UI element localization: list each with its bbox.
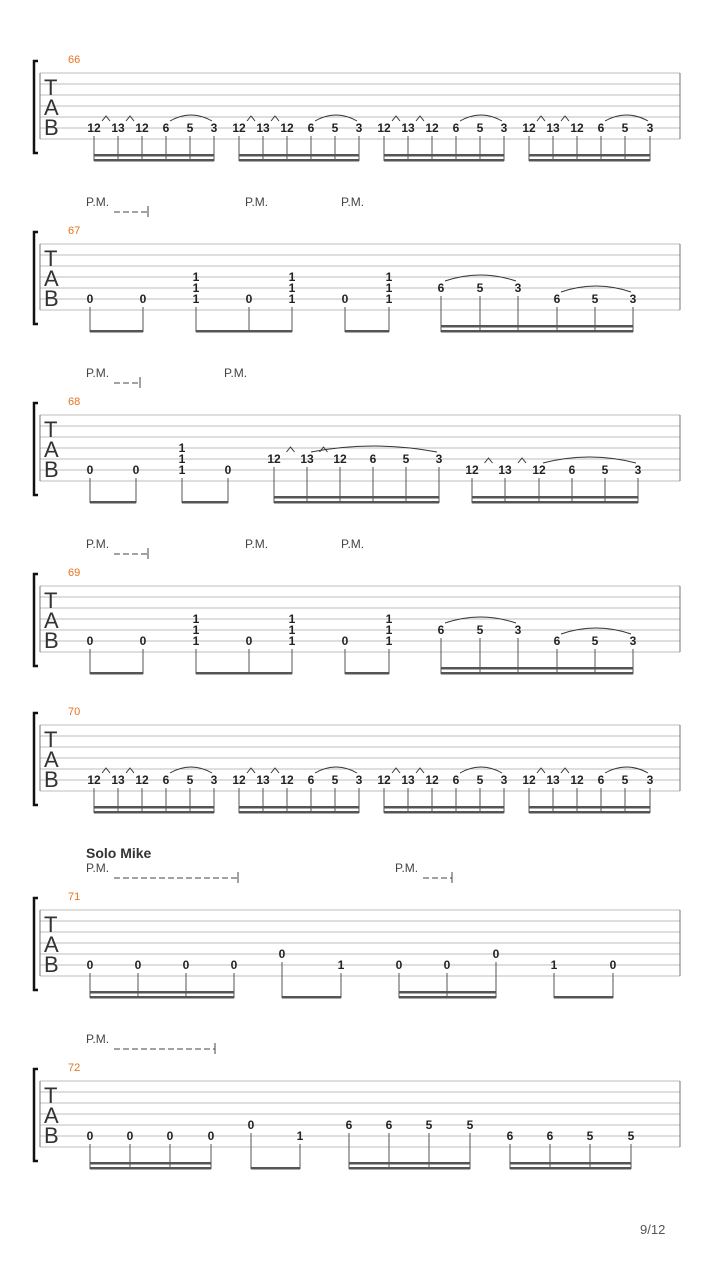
- fret-number: 5: [591, 634, 599, 648]
- fret-number: 1: [385, 270, 393, 284]
- fret-number: 0: [166, 1129, 174, 1143]
- fret-number: 0: [245, 634, 253, 648]
- note-beam: [94, 154, 214, 157]
- fret-number: 1: [385, 281, 393, 295]
- palm-mute-label: P.M.: [86, 537, 110, 551]
- note-beam: [239, 154, 359, 157]
- tab-clef-letter: A: [44, 95, 59, 120]
- note-beam: [282, 996, 341, 999]
- tab-clef-letter: A: [44, 608, 59, 633]
- fret-number: 3: [500, 773, 508, 787]
- note-beam: [90, 672, 143, 675]
- note-beam: [384, 811, 504, 814]
- fret-number: 6: [162, 121, 170, 135]
- fret-number: 5: [186, 121, 194, 135]
- note-beam: [239, 811, 359, 814]
- system-bracket: [34, 574, 38, 666]
- fret-number: 6: [162, 773, 170, 787]
- tab-system-69: [34, 537, 680, 675]
- fret-number: 5: [627, 1129, 635, 1143]
- fret-number: 12: [570, 773, 584, 787]
- fret-number: 5: [476, 623, 484, 637]
- tab-clef-letter: B: [44, 767, 59, 792]
- fret-number: 0: [224, 463, 232, 477]
- note-beam: [529, 811, 650, 814]
- fret-number: 12: [135, 773, 149, 787]
- palm-mute-label: P.M.: [395, 861, 419, 875]
- note-beam: [529, 159, 650, 162]
- fret-number: 0: [86, 634, 94, 648]
- note-beam: [274, 501, 439, 504]
- fret-number: 1: [288, 270, 296, 284]
- note-beam: [472, 501, 638, 504]
- fret-number: 1: [192, 623, 200, 637]
- fret-number: 6: [369, 452, 377, 466]
- fret-number: 12: [135, 121, 149, 135]
- fret-number: 12: [377, 121, 391, 135]
- fret-number: 12: [522, 773, 536, 787]
- slur: [543, 457, 636, 463]
- page-number: 9/12: [640, 1222, 666, 1237]
- fret-number: 5: [476, 281, 484, 295]
- tab-clef-letter: B: [44, 952, 59, 977]
- fret-number: 1: [296, 1129, 304, 1143]
- tab-clef-letter: B: [44, 1123, 59, 1148]
- fret-number: 6: [597, 773, 605, 787]
- tab-clef-letter: A: [44, 747, 59, 772]
- fret-number: 6: [452, 773, 460, 787]
- fret-number: 0: [132, 463, 140, 477]
- fret-number: 1: [178, 441, 186, 455]
- note-beam: [196, 330, 292, 333]
- tab-clef-letter: A: [44, 1103, 59, 1128]
- fret-number: 5: [476, 773, 484, 787]
- note-beam: [399, 996, 496, 999]
- palm-mute-label: P.M.: [86, 366, 110, 380]
- tab-clef-letter: B: [44, 115, 59, 140]
- tab-system-68: [34, 366, 680, 504]
- fret-number: 0: [126, 1129, 134, 1143]
- note-beam: [399, 991, 496, 994]
- fret-number: 5: [466, 1118, 474, 1132]
- note-beam: [472, 496, 638, 499]
- fret-number: 5: [621, 121, 629, 135]
- fret-number: 12: [280, 773, 294, 787]
- fret-number: 13: [256, 773, 270, 787]
- tab-clef-letter: T: [44, 246, 58, 271]
- fret-number: 5: [621, 773, 629, 787]
- palm-mute-label: P.M.: [245, 537, 269, 551]
- fret-number: 1: [288, 634, 296, 648]
- fret-number: 0: [139, 292, 147, 306]
- fret-number: 5: [186, 773, 194, 787]
- fret-number: 12: [425, 773, 439, 787]
- fret-number: 12: [425, 121, 439, 135]
- fret-number: 1: [178, 463, 186, 477]
- fret-number: 0: [139, 634, 147, 648]
- note-beam: [529, 154, 650, 157]
- fret-number: 13: [498, 463, 512, 477]
- fret-number: 1: [192, 281, 200, 295]
- fret-number: 3: [500, 121, 508, 135]
- palm-mute-label: P.M.: [86, 1032, 110, 1046]
- note-beam: [345, 330, 389, 333]
- fret-number: 0: [134, 958, 142, 972]
- palm-mute-label: P.M.: [245, 195, 269, 209]
- note-beam: [441, 325, 633, 328]
- fret-number: 3: [629, 292, 637, 306]
- fret-number: 12: [522, 121, 536, 135]
- fret-number: 0: [492, 947, 500, 961]
- fret-number: 12: [377, 773, 391, 787]
- palm-mute-label: P.M.: [341, 537, 365, 551]
- note-beam: [90, 501, 136, 504]
- note-beam: [94, 159, 214, 162]
- system-bracket: [34, 1069, 38, 1161]
- fret-number: 5: [601, 463, 609, 477]
- note-beam: [94, 811, 214, 814]
- tab-system-66: [34, 54, 680, 162]
- fret-number: 0: [341, 634, 349, 648]
- fret-number: 6: [385, 1118, 393, 1132]
- fret-number: 13: [300, 452, 314, 466]
- fret-number: 13: [111, 773, 125, 787]
- fret-number: 5: [425, 1118, 433, 1132]
- note-beam: [349, 1162, 470, 1165]
- fret-number: 1: [192, 612, 200, 626]
- fret-number: 5: [331, 121, 339, 135]
- fret-number: 3: [210, 773, 218, 787]
- fret-number: 0: [609, 958, 617, 972]
- fret-number: 0: [395, 958, 403, 972]
- fret-number: 12: [280, 121, 294, 135]
- note-beam: [90, 330, 143, 333]
- tab-clef-letter: B: [44, 628, 59, 653]
- fret-number: 1: [385, 634, 393, 648]
- measure-number: 71: [68, 891, 81, 903]
- note-beam: [529, 806, 650, 809]
- note-beam: [182, 501, 228, 504]
- note-beam: [510, 1167, 631, 1170]
- fret-number: 12: [465, 463, 479, 477]
- system-bracket: [34, 61, 38, 153]
- fret-number: 12: [232, 773, 246, 787]
- measure-number: 70: [68, 706, 81, 718]
- fret-number: 1: [337, 958, 345, 972]
- fret-number: 13: [256, 121, 270, 135]
- fret-number: 3: [355, 773, 363, 787]
- fret-number: 6: [553, 292, 561, 306]
- note-beam: [441, 330, 633, 333]
- fret-number: 5: [402, 452, 410, 466]
- fret-number: 1: [550, 958, 558, 972]
- palm-mute-label: P.M.: [341, 195, 365, 209]
- fret-number: 5: [586, 1129, 594, 1143]
- fret-number: 13: [546, 773, 560, 787]
- note-beam: [196, 672, 292, 675]
- palm-mute-label: P.M.: [224, 366, 248, 380]
- tab-clef-letter: T: [44, 588, 58, 613]
- tab-system-67: [34, 195, 680, 333]
- system-bracket: [34, 403, 38, 495]
- fret-number: 6: [597, 121, 605, 135]
- palm-mute-label: P.M.: [86, 195, 110, 209]
- fret-number: 6: [568, 463, 576, 477]
- fret-number: 5: [331, 773, 339, 787]
- fret-number: 5: [476, 121, 484, 135]
- fret-number: 12: [267, 452, 281, 466]
- fret-number: 6: [506, 1129, 514, 1143]
- tab-clef-letter: B: [44, 457, 59, 482]
- measure-number: 69: [68, 567, 81, 579]
- note-beam: [90, 1167, 211, 1170]
- fret-number: 0: [443, 958, 451, 972]
- system-bracket: [34, 898, 38, 990]
- fret-number: 0: [207, 1129, 215, 1143]
- fret-number: 0: [245, 292, 253, 306]
- tab-system-72: [34, 1032, 680, 1170]
- fret-number: 1: [288, 623, 296, 637]
- note-beam: [90, 1162, 211, 1165]
- note-beam: [510, 1162, 631, 1165]
- fret-number: 1: [288, 292, 296, 306]
- fret-number: 3: [646, 121, 654, 135]
- tab-clef-letter: A: [44, 932, 59, 957]
- note-beam: [349, 1167, 470, 1170]
- measure-number: 67: [68, 225, 81, 237]
- fret-number: 13: [546, 121, 560, 135]
- fret-number: 1: [288, 612, 296, 626]
- tab-clef-letter: T: [44, 1083, 58, 1108]
- tab-clef-letter: B: [44, 286, 59, 311]
- note-beam: [274, 496, 439, 499]
- note-beam: [345, 672, 389, 675]
- note-beam: [384, 159, 504, 162]
- fret-number: 0: [86, 958, 94, 972]
- section-label: Solo Mike: [86, 845, 152, 861]
- fret-number: 0: [230, 958, 238, 972]
- note-beam: [384, 806, 504, 809]
- fret-number: 12: [532, 463, 546, 477]
- fret-number: 12: [333, 452, 347, 466]
- fret-number: 6: [546, 1129, 554, 1143]
- fret-number: 6: [452, 121, 460, 135]
- note-beam: [90, 996, 234, 999]
- measure-number: 68: [68, 396, 81, 408]
- note-beam: [251, 1167, 300, 1170]
- fret-number: 1: [385, 623, 393, 637]
- fret-number: 3: [435, 452, 443, 466]
- note-beam: [239, 806, 359, 809]
- fret-number: 0: [247, 1118, 255, 1132]
- tab-clef-letter: T: [44, 912, 58, 937]
- fret-number: 1: [192, 292, 200, 306]
- fret-number: 13: [401, 773, 415, 787]
- note-beam: [554, 996, 613, 999]
- fret-number: 13: [111, 121, 125, 135]
- fret-number: 1: [192, 634, 200, 648]
- palm-mute-label: P.M.: [86, 861, 110, 875]
- system-bracket: [34, 713, 38, 805]
- fret-number: 0: [86, 463, 94, 477]
- fret-number: 6: [345, 1118, 353, 1132]
- fret-number: 6: [437, 623, 445, 637]
- measure-number: 72: [68, 1062, 81, 1074]
- note-beam: [441, 672, 633, 675]
- fret-number: 0: [182, 958, 190, 972]
- fret-number: 13: [401, 121, 415, 135]
- fret-number: 6: [437, 281, 445, 295]
- tab-clef-letter: T: [44, 75, 58, 100]
- note-beam: [384, 154, 504, 157]
- tab-clef-letter: A: [44, 437, 59, 462]
- fret-number: 0: [86, 292, 94, 306]
- fret-number: 5: [591, 292, 599, 306]
- fret-number: 3: [514, 281, 522, 295]
- fret-number: 1: [178, 452, 186, 466]
- note-beam: [239, 159, 359, 162]
- fret-number: 1: [192, 270, 200, 284]
- fret-number: 12: [87, 121, 101, 135]
- fret-number: 12: [570, 121, 584, 135]
- fret-number: 6: [307, 121, 315, 135]
- note-beam: [94, 806, 214, 809]
- tab-clef-letter: T: [44, 417, 58, 442]
- note-beam: [441, 667, 633, 670]
- fret-number: 0: [86, 1129, 94, 1143]
- fret-number: 3: [646, 773, 654, 787]
- fret-number: 1: [385, 292, 393, 306]
- note-beam: [90, 991, 234, 994]
- fret-number: 3: [514, 623, 522, 637]
- system-bracket: [34, 232, 38, 324]
- fret-number: 3: [355, 121, 363, 135]
- fret-number: 12: [87, 773, 101, 787]
- tab-clef-letter: A: [44, 266, 59, 291]
- fret-number: 3: [210, 121, 218, 135]
- fret-number: 3: [634, 463, 642, 477]
- tab-system-70: [34, 706, 680, 814]
- fret-number: 0: [341, 292, 349, 306]
- fret-number: 1: [288, 281, 296, 295]
- measure-number: 66: [68, 54, 81, 66]
- fret-number: 1: [385, 612, 393, 626]
- fret-number: 3: [629, 634, 637, 648]
- fret-number: 6: [553, 634, 561, 648]
- fret-number: 6: [307, 773, 315, 787]
- fret-number: 12: [232, 121, 246, 135]
- tab-system-71: [34, 861, 680, 999]
- tab-clef-letter: T: [44, 727, 58, 752]
- fret-number: 0: [278, 947, 286, 961]
